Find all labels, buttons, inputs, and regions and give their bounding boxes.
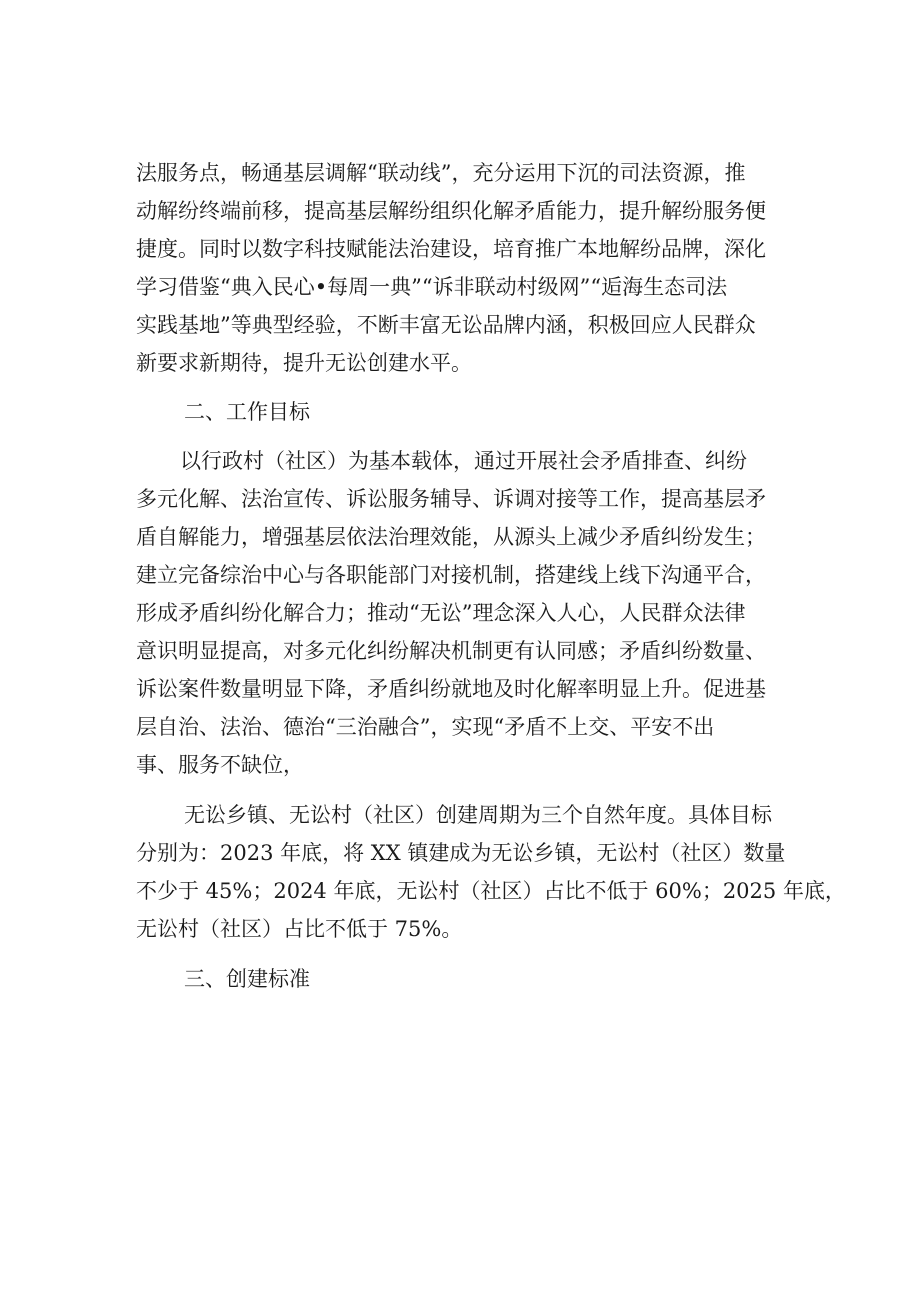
text-line (136, 674, 786, 704)
text-segment: 动解纷终端前移，提高基层解纷组织化解矛盾能力，提升解纷服务便 (136, 199, 766, 223)
text-line (136, 636, 786, 666)
text-line (136, 560, 786, 590)
text-line (136, 310, 786, 340)
text-segment: 实践基地”等典型经验，不断丰富无讼品牌内涵，积极回应人民群众 (136, 313, 756, 337)
text-segment: 盾自解能力，增强基层依法治理效能，从源头上减少矛盾纠纷发生； (136, 525, 766, 549)
text-line: 新要求新期待，提升无讼创建水平。 (136, 351, 472, 375)
text-segment: 学习借鉴“典入民心•每周一典”“诉非联动村级网”“逅海生态司法 (136, 275, 728, 299)
text-segment: 分别为：2023 年底，将 XX 镇建成为无讼乡镇，无讼村（社区）数量 (136, 841, 786, 865)
section-heading: 二、工作目标 (184, 400, 310, 424)
text-line (136, 196, 786, 226)
text-line: 无讼村（社区）占比不低于 75%。 (136, 917, 463, 941)
text-line (136, 876, 846, 906)
text-line (136, 158, 786, 188)
text-line: 层自治、法治、德治“三治融合”，实现“矛盾不上交、平安不出 (136, 715, 715, 739)
text-line (136, 598, 786, 628)
text-segment: 建立完备综治中心与各职能部门对接机制，搭建线上线下沟通平合， (136, 563, 766, 587)
text-segment: 意识明显提高，对多元化纠纷解决机制更有认同感；矛盾纠纷数量、 (136, 639, 766, 663)
text-segment: 诉讼案件数量明显下降，矛盾纠纷就地及时化解率明显上升。促进基 (136, 677, 766, 701)
text-line (136, 234, 786, 264)
text-line: 事、服务不缺位， (136, 753, 304, 777)
text-segment: 不少于 45%；2024 年底，无讼村（社区）占比不低于 60%；2025 年底， (136, 879, 846, 903)
text-segment: 多元化解、法治宣传、诉讼服务辅导、诉调对接等工作，提高基层矛 (136, 487, 766, 511)
text-line (136, 272, 786, 302)
text-line (136, 522, 786, 552)
text-line (136, 484, 786, 514)
text-line: 以行政村（社区）为基本载体，通过开展社会矛盾排查、纠纷 (180, 449, 747, 473)
text-line: 无讼乡镇、无讼村（社区）创建周期为三个自然年度。具体目标 (184, 803, 772, 827)
text-segment: 捷度。同时以数字科技赋能法治建设，培育推广本地解纷品牌，深化 (136, 237, 766, 261)
text-line (136, 838, 786, 868)
text-segment: 法服务点，畅通基层调解“联动线”，充分运用下沉的司法资源，推 (136, 161, 746, 185)
section-heading: 三、创建标准 (184, 967, 310, 991)
text-segment: 形成矛盾纠纷化解合力；推动“无讼”理念深入人心，人民群众法律 (136, 601, 746, 625)
